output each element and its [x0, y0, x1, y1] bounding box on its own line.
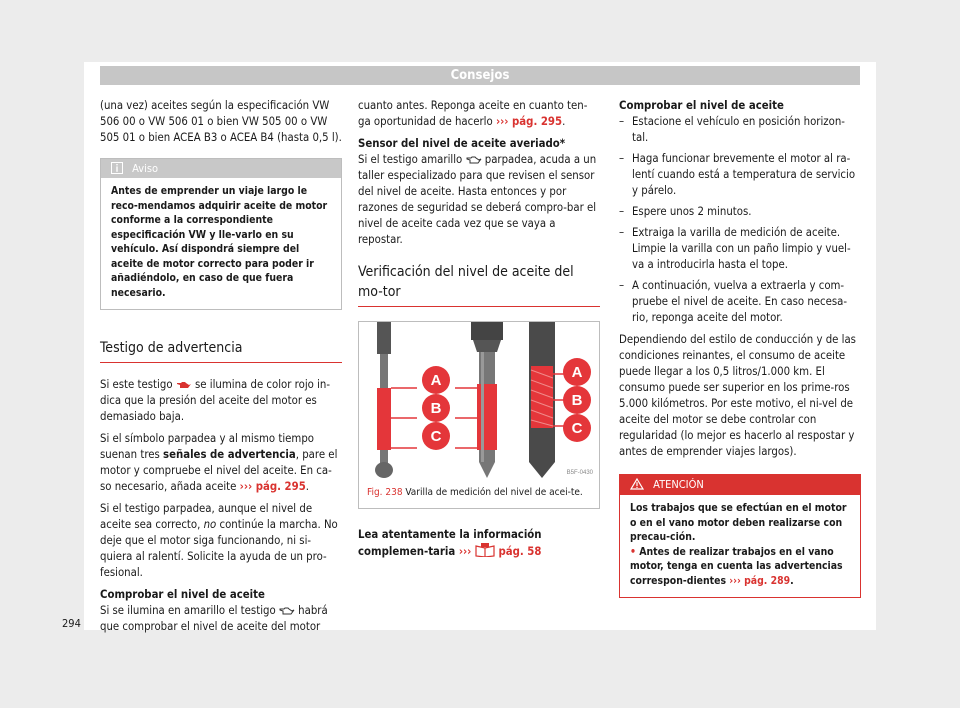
subheading-sensor: Sensor del nivel de aceite averiado*	[358, 137, 566, 150]
warning-box	[619, 474, 861, 598]
dipstick-illustration	[359, 322, 599, 480]
page-ref-link[interactable]: pág. 58	[498, 544, 542, 558]
info-icon	[111, 162, 123, 174]
paragraph-blinking: Si el símbolo parpadea y al mismo tiempo suenan tres señales de advertencia, pare el motor y compruebe el nivel del aceite. En ca-so necesario, añada aceite ››› pág. 295.	[100, 432, 338, 493]
figure-caption: Fig. 238 Varilla de medición del nivel de acei-te.	[367, 487, 583, 498]
warning-header	[620, 475, 860, 495]
steps-list	[619, 114, 861, 326]
note-box	[100, 158, 342, 310]
warning-triangle-icon	[630, 478, 644, 490]
list-item: – Extraiga la varilla de medición de aceite. Limpie la varilla con un paño limpio y vuel-va a introducirla hasta el tope.	[619, 225, 861, 273]
subheading-check-level: Comprobar el nivel de aceite	[619, 99, 784, 112]
bullet: •	[630, 545, 636, 558]
label-c-zoom: C	[571, 420, 583, 437]
paragraph-testigo-red: Si este testigo se ilumina de color rojo in-dica que la presión del aceite del motor es demasiado baja.	[100, 378, 331, 423]
page-ref-link[interactable]: ››› pág. 289	[729, 574, 791, 587]
book-icon	[475, 543, 495, 557]
paragraph-sensor: Si el testigo amarillo parpadea, acuda a un taller especializado para que revisen el sensor del nivel de aceite. Hasta entonces y por razones de seguridad se deberá compro-bar el nivel de aceite cada vez que se vaya a repostar.	[358, 153, 597, 246]
paragraph-level-correct: Si el testigo parpadea, aunque el nivel de aceite sea correcto, no continúe la marcha. No deje que el motor siga funcionando, ni si-quiera al ralentí. Solicite la ayuda de un pro-fesional.	[100, 502, 338, 579]
note-text: Antes de emprender un viaje largo le reco-mendamos adquirir aceite de motor conforme a la correspondiente especificación VW y lle-varlo en su vehículo. Así dispondrá siempre del aceite de motor correcto para poder ir añadiéndolo, en caso de que fuera necesario.	[111, 185, 328, 299]
list-item: – A continuación, vuelva a extraerla y com-pruebe el nivel de aceite. En caso necesa-rio, reponga aceite del motor.	[619, 278, 861, 326]
label-a-zoom: A	[571, 364, 583, 381]
page-ref-link[interactable]: ››› pág. 295	[239, 480, 306, 493]
note-label: Aviso	[132, 162, 159, 175]
label-b: B	[430, 400, 442, 417]
section-title-verification: Verificación del nivel de aceite del mo-tor	[358, 262, 600, 307]
page-ref-link[interactable]: ››› pág. 295	[495, 115, 563, 128]
figure-238	[358, 321, 600, 509]
column-3	[619, 98, 861, 598]
intro-paragraph: (una vez) aceites según la especificación VW 506 00 o VW 506 01 o bien VW 505 00 o VW 505 01 o bien ACEA B3 o ACEA B4 (hasta 0,5 l).	[100, 99, 342, 144]
list-item: – Haga funcionar brevemente el motor al ra-lentí cuando está a temperatura de servicio y párelo.	[619, 151, 861, 199]
label-c: C	[430, 428, 442, 445]
warning-text: Los trabajos que se efectúan en el motor o en el vano motor deben realizarse con precau-ción. • Antes de realizar trabajos en el vano motor, tenga en cuenta las advertencias correspon-dientes ››› pág. 289.	[630, 502, 847, 587]
warning-label: ATENCIÓN	[653, 478, 704, 491]
paragraph-continued: cuanto antes. Reponga aceite en cuanto ten-ga oportunidad de hacerlo ››› pág. 295.	[358, 99, 588, 128]
figure-code: B5F-0430	[566, 470, 593, 476]
list-item: – Espere unos 2 minutos.	[619, 204, 861, 220]
dipstick-svg	[359, 322, 599, 480]
column-1	[100, 98, 342, 641]
page-number: 294	[62, 617, 81, 630]
oil-can-icon	[466, 155, 482, 165]
oil-can-icon	[279, 606, 295, 616]
note-header	[101, 159, 341, 178]
label-b-zoom: B	[571, 392, 583, 409]
section-title-testigo: Testigo de advertencia	[100, 338, 342, 363]
paragraph-consumption: Dependiendo del estilo de conducción y de las condiciones reinantes, el consumo de aceite puede llegar a los 0,5 litros/1.000 km. El consumo puede ser superior en los prime-ros 5.000 kilómetros. Por este motivo, el ni-vel de aceite del motor se debe controlar con regularidad (lo mejor es hacerlo al respostar y antes de emprender viajes largos).	[619, 333, 856, 458]
label-a: A	[430, 372, 442, 389]
oil-can-icon	[176, 380, 192, 390]
column-2	[358, 98, 600, 566]
paragraph-yellow: Si se ilumina en amarillo el testigo habrá que comprobar el nivel de aceite del motor	[100, 604, 328, 633]
page-header: Consejos	[100, 66, 860, 85]
list-item: – Estacione el vehículo en posición horizon-tal.	[619, 114, 861, 146]
read-more: Lea atentamente la información complemen-taria ››› pág. 58	[358, 527, 542, 558]
subheading-check-level: Comprobar el nivel de aceite	[100, 588, 265, 601]
